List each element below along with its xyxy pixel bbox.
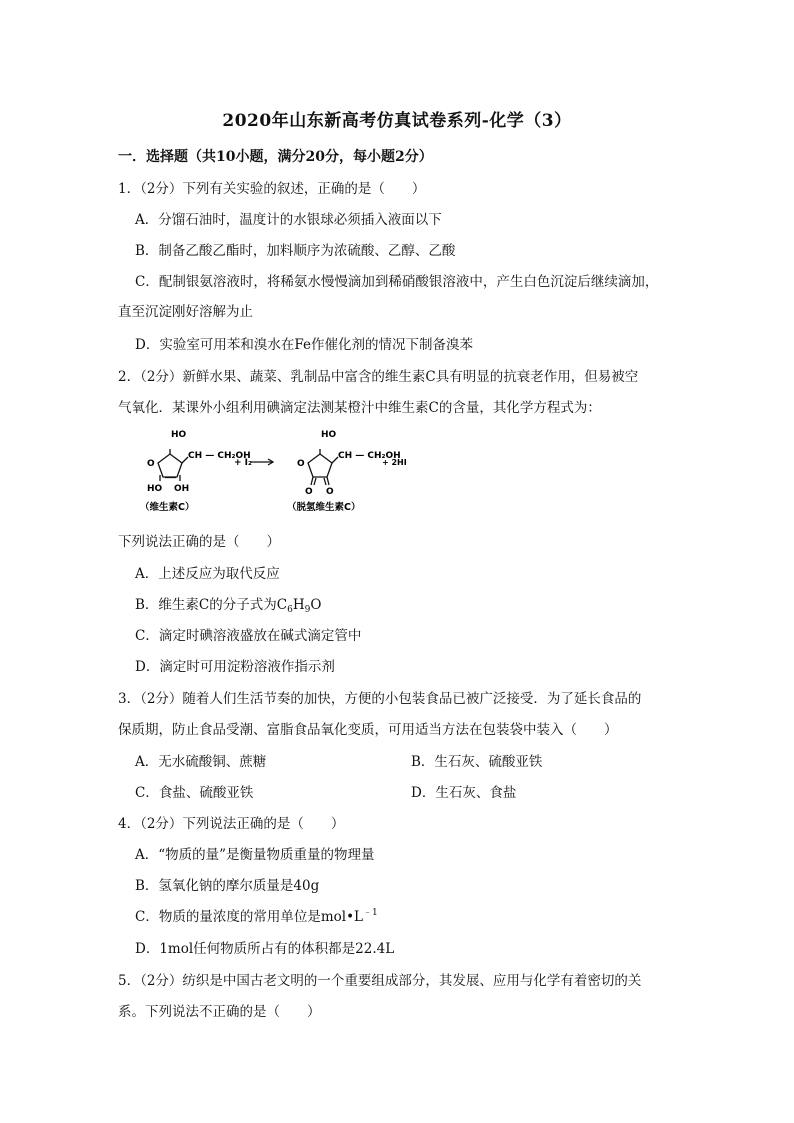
oh-bottom-left: OH xyxy=(174,484,190,494)
ho-top-left: HO xyxy=(171,430,187,440)
question-2-option-d: D．滴定时可用淀粉溶液作指示剂 xyxy=(135,659,335,675)
question-4-option-a: A．“物质的量”是衡量物质重量的物理量 xyxy=(135,847,375,863)
superscript-minus-one: ﹣1 xyxy=(363,908,378,918)
label-dehydro-vitamin-c: （脱氢维生素C） xyxy=(287,502,361,513)
question-3-stem-line-2: 保质期，防止食品受潮、富脂食品氧化变质，可用适当方法在包装袋中装入（ ） xyxy=(118,722,618,738)
question-1-option-c-continued: 直至沉淀刚好溶解为止 xyxy=(118,304,253,320)
plus-hi: + 2HI xyxy=(382,458,407,467)
reaction-equation-figure xyxy=(130,425,420,520)
question-1-option-c: C．配制银氨溶液时，将稀氨水慢慢滴加到稀硝酸银溶液中，产生白色沉淀后继续滴加， xyxy=(135,274,659,290)
label-vitamin-c: （维生素C） xyxy=(140,502,195,513)
ring-o-right: O xyxy=(297,459,305,469)
option-b-text: B．维生素C的分子式为C xyxy=(135,597,288,613)
question-3-option-a: A．无水硫酸铜、蔗糖 xyxy=(135,754,267,770)
element-h: H xyxy=(292,597,305,613)
subscript-9: 9 xyxy=(304,605,311,615)
question-1-stem: 1．（2分）下列有关实验的叙述，正确的是（ ） xyxy=(118,181,426,197)
keto-o-right: O xyxy=(326,487,334,497)
question-1-option-a: A．分馏石油时，温度计的水银球必须插入液面以下 xyxy=(135,212,442,228)
question-3-option-c: C．食盐、硫酸亚铁 xyxy=(135,785,254,801)
question-5-stem-line-2: 系。下列说法不正确的是（ ） xyxy=(118,1004,321,1020)
question-5-stem-line-1: 5．（2分）纺织是中国古老文明的一个重要组成部分，其发展、应用与化学有着密切的关 xyxy=(118,973,642,989)
question-4-stem: 4．（2分）下列说法正确的是（ ） xyxy=(118,816,345,832)
question-2-sub-stem: 下列说法正确的是（ ） xyxy=(118,534,280,550)
question-4-option-b: B．氢氧化钠的摩尔质量是40g xyxy=(135,878,320,894)
ho-bottom-left: HO xyxy=(147,484,163,494)
question-3-option-d: D．生石灰、食盐 xyxy=(411,785,517,801)
element-o: O xyxy=(310,597,322,613)
ring-o-left: O xyxy=(147,459,155,469)
question-3-option-b: B．生石灰、硫酸亚铁 xyxy=(411,754,543,770)
question-2-stem-line-1: 2．（2分）新鲜水果、蔬菜、乳制品中富含的维生素C具有明显的抗衰老作用，但易被空 xyxy=(118,369,639,385)
question-3-stem-line-1: 3．（2分）随着人们生活节奏的加快，方便的小包装食品已被广泛接受．为了延长食品的 xyxy=(118,691,642,707)
question-2-option-a: A．上述反应为取代反应 xyxy=(135,566,280,582)
question-2-option-c: C．滴定时碘溶液盛放在碱式滴定管中 xyxy=(135,628,362,644)
side-chain-left: CH — CH₂OH xyxy=(188,451,251,461)
question-4-option-d: D．1mol任何物质所占有的体积都是22.4L xyxy=(135,941,395,957)
section-heading: 一．选择题（共10小题，满分20分，每小题2分） xyxy=(118,149,433,165)
page-title: 2020年山东新高考仿真试卷系列-化学（3） xyxy=(222,111,572,131)
ho-top-right: HO xyxy=(321,430,337,440)
question-2-stem-line-2: 气氧化．某课外小组利用碘滴定法测某橙汁中维生素C的含量，其化学方程式为： xyxy=(118,400,601,416)
question-4-option-c xyxy=(135,905,378,925)
question-2-option-b xyxy=(135,593,321,615)
keto-o-left: O xyxy=(305,487,313,497)
option-c-text: C．物质的量浓度的常用单位是mol•L xyxy=(135,909,364,925)
side-chain-right: CH — CH₂OH xyxy=(338,451,401,461)
subscript-6: 6 xyxy=(287,605,293,615)
plus-iodine: + I₂ xyxy=(234,458,252,468)
question-1-option-d: D．实验室可用苯和溴水在Fe作催化剂的情况下制备溴苯 xyxy=(135,337,473,353)
question-1-option-b: B．制备乙酸乙酯时，加料顺序为浓硫酸、乙醇、乙酸 xyxy=(135,243,456,259)
